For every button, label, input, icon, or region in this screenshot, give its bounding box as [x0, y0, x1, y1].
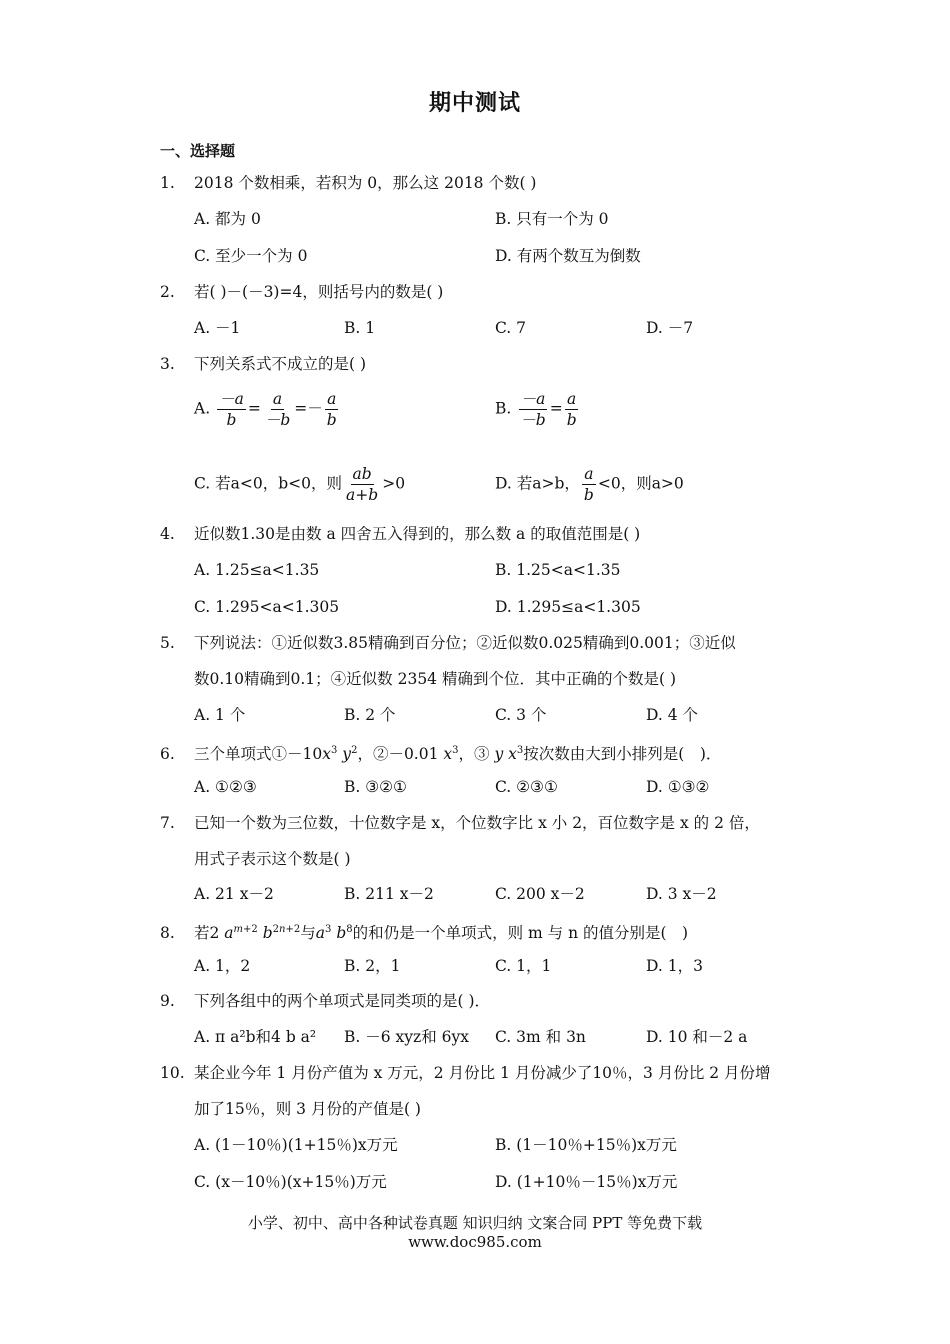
footer-text: 小学、初中、高中各种试卷真题 知识归纳 文案合同 PPT 等免费下载	[247, 1214, 703, 1232]
question-number: 10.	[160, 1064, 185, 1082]
option-label: D.	[495, 474, 512, 493]
section-heading: 一、选择题	[160, 142, 236, 160]
option-label: C.	[194, 474, 211, 493]
option-c: C. 1，1	[495, 957, 552, 975]
question-stem: 已知一个数为三位数，十位数字是 x，个位数字比 x 小 2，百位数字是 x 的 2 倍，	[194, 814, 760, 832]
option-c: C. 7	[495, 319, 527, 337]
option-a: A. (1－10％)(1+15％)x万元	[194, 1136, 398, 1154]
question-stem-continued: 数0.10精确到0.1；④近似数 2354 精确到个位．其中正确的个数是( )	[194, 670, 676, 688]
question-9	[160, 990, 490, 1012]
option-b: B. (1－10％+15％)x万元	[495, 1136, 677, 1154]
option-a: A. $\frac{-a}{b}$ = $\frac{a}{-b}$ =－ $\frac{a}{b}$	[194, 390, 337, 429]
option-c: C. 1.295<a<1.305	[194, 598, 340, 616]
question-stem-continued: 用式子表示这个数是( )	[194, 850, 351, 868]
option-c: C. 200 x－2	[495, 885, 585, 903]
option-c: C. 3 个	[495, 706, 547, 724]
option-c: C. ②③①	[495, 778, 558, 796]
option-d: D. 若a>b， $\frac{a}{b}$ <0，则a>0	[495, 465, 684, 504]
option-c: C. 至少一个为 0	[194, 247, 308, 265]
question-10	[160, 1062, 771, 1084]
question-stem: 近似数1.30是由数 a 四舍五入得到的，那么数 a 的取值范围是( )	[194, 525, 641, 543]
option-d: D. 1.295≤a<1.305	[495, 598, 641, 616]
option-a: A. 1.25≤a<1.35	[194, 561, 320, 579]
question-stem: 下列说法：①近似数3.85精确到百分位；②近似数0.025精确到0.001；③近似	[194, 634, 736, 652]
question-number: 9.	[160, 992, 175, 1010]
question-stem: 若( )－(－3)=4，则括号内的数是( )	[194, 283, 444, 301]
option-b: B. 1	[344, 319, 376, 337]
option-b: B. 1.25<a<1.35	[495, 561, 621, 579]
question-number: 5.	[160, 634, 175, 652]
option-text: >0	[382, 474, 406, 493]
option-text: 若a>b，	[516, 474, 580, 493]
option-b: B. $\frac{-a}{-b}$ = $\frac{a}{b}$	[495, 390, 577, 429]
option-a: A. π a²b和4 b a²	[194, 1028, 317, 1046]
option-b: B. －6 xyz和 6yx	[344, 1028, 469, 1046]
option-c: C. (x－10％)(x+15％)万元	[194, 1173, 387, 1191]
question-stem-continued: 加了15％，则 3 月份的产值是( )	[194, 1100, 421, 1118]
question-6: 6. 三个单项式$①-10x^3$ $y^2$，②－0.01 $x^3$，③ y $x^3$按次数由大到小排列是( )．	[160, 745, 722, 764]
option-c: C. 3m 和 3n	[495, 1028, 586, 1046]
question-stem: 某企业今年 1 月份产值为 x 万元，2 月份比 1 月份减少了10％，3 月份比 2 月份增	[194, 1064, 771, 1082]
option-c: C. 若a<0，b<0，则 $\frac{ab}{a+b}$ >0	[194, 465, 406, 504]
question-stem: 的和仍是一个单项式，则 m 与 n 的值分别是( )	[352, 924, 689, 943]
question-number: 3.	[160, 355, 175, 373]
option-d: D. 有两个数互为倒数	[495, 247, 641, 265]
question-number: 7.	[160, 814, 175, 832]
option-d: D. (1+10％－15％)x万元	[495, 1173, 678, 1191]
option-b: B. 2，1	[344, 957, 401, 975]
question-stem: 三个单项式①－10	[194, 745, 323, 764]
option-a: A. ①②③	[194, 778, 257, 796]
option-d: D. －7	[646, 319, 694, 337]
option-label: B.	[495, 399, 512, 418]
question-1	[160, 172, 537, 194]
option-a: A. 21 x－2	[194, 885, 274, 903]
option-b: B. ③②①	[344, 778, 407, 796]
question-5	[160, 632, 736, 654]
option-a: A. 1 个	[194, 706, 246, 724]
question-stem: 下列各组中的两个单项式是同类项的是( )．	[194, 992, 491, 1010]
question-number: 6.	[160, 745, 175, 764]
option-a: A. －1	[194, 319, 241, 337]
option-text: 若a<0，b<0，则	[215, 474, 343, 493]
question-2	[160, 281, 443, 303]
option-text: <0，则a>0	[597, 474, 684, 493]
option-d: D. 4 个	[646, 706, 699, 724]
option-d: D. 1，3	[646, 957, 703, 975]
option-a: A. 都为 0	[194, 210, 261, 228]
option-b: B. 2 个	[344, 706, 396, 724]
option-d: D. ①③②	[646, 778, 710, 796]
question-number: 4.	[160, 525, 175, 543]
option-b: B. 只有一个为 0	[495, 210, 609, 228]
question-7	[160, 812, 760, 834]
question-number: 2.	[160, 283, 175, 301]
question-number: 1.	[160, 174, 175, 192]
question-stem: 下列关系式不成立的是( )	[194, 355, 367, 373]
option-d: D. 10 和－2 a	[646, 1028, 748, 1046]
option-d: D. 3 x－2	[646, 885, 717, 903]
option-label: A.	[194, 399, 211, 418]
question-4	[160, 523, 640, 545]
option-a: A. 1，2	[194, 957, 251, 975]
footer-link[interactable]: www.doc985.com	[408, 1233, 542, 1251]
page-title: 期中测试	[428, 90, 521, 116]
option-b: B. 211 x－2	[344, 885, 434, 903]
question-stem: 2018 个数相乘，若积为 0，那么这 2018 个数( )	[194, 174, 537, 192]
question-8: 8. 若2 $a^{m+2}$ $b^{2n+2}$与$a^3$ $b^8$的和仍是一个单项式，则 m 与 n 的值分别是( )	[160, 924, 689, 943]
question-number: 8.	[160, 924, 175, 943]
question-3	[160, 353, 366, 375]
